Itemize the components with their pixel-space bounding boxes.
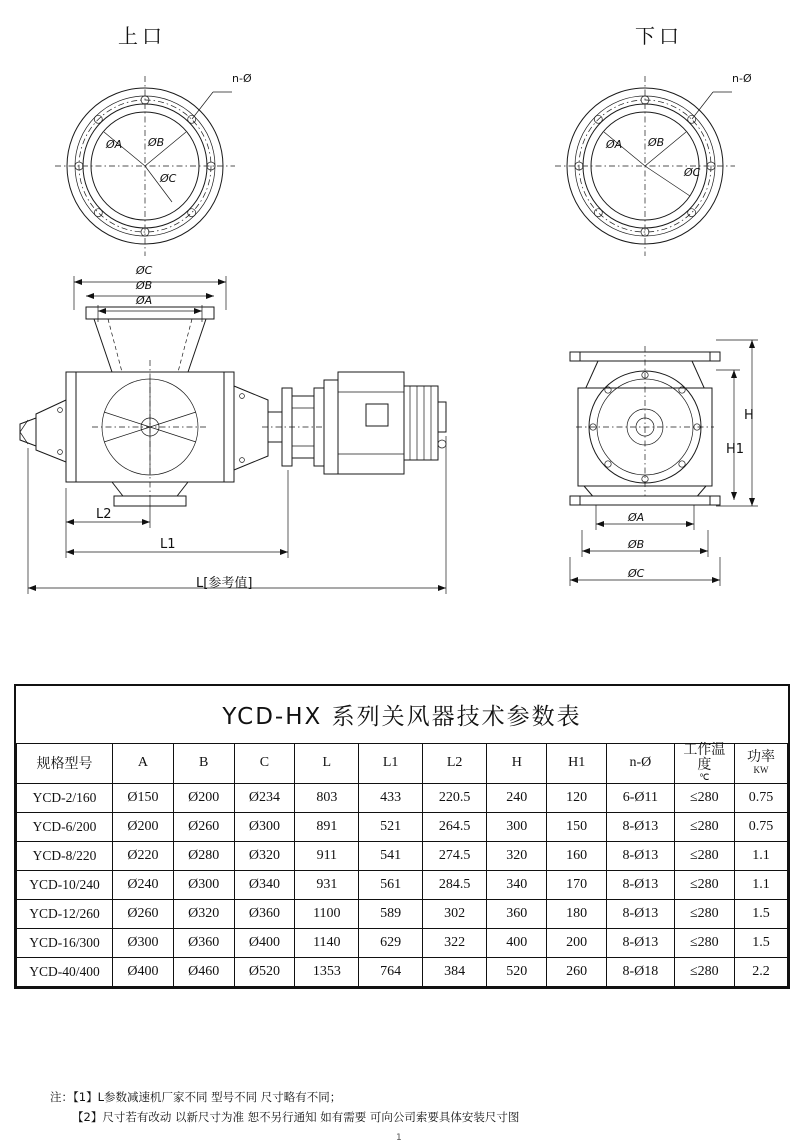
cell-model: YCD-2/160 — [17, 783, 113, 812]
cell-h: 520 — [487, 957, 547, 986]
bottom-flange-view — [555, 76, 735, 256]
front-elevation-view — [20, 276, 446, 594]
label-dia-c-side: ØC — [628, 567, 645, 580]
th-temperature-unit: ℃ — [699, 772, 710, 783]
label-h1: H1 — [726, 442, 745, 457]
label-l: L[参考值] — [196, 576, 253, 591]
cell-power: 0.75 — [735, 783, 788, 812]
cell-h1: 150 — [547, 812, 607, 841]
cell-temperature: ≤280 — [674, 812, 735, 841]
cell-l2: 220.5 — [422, 783, 486, 812]
cell-l1: 561 — [359, 870, 423, 899]
cell-model: YCD-12/260 — [17, 899, 113, 928]
th-l2: L2 — [422, 744, 486, 784]
cell-n-hole: 8-Ø13 — [607, 870, 674, 899]
cell-n-hole: 8-Ø13 — [607, 928, 674, 957]
table-row — [17, 899, 788, 928]
page-number: 1 — [396, 1133, 402, 1143]
cell-l1: 629 — [359, 928, 423, 957]
cell-l: 803 — [295, 783, 359, 812]
cell-n-hole: 8-Ø13 — [607, 841, 674, 870]
spec-table-container — [14, 684, 790, 989]
cell-power: 1.5 — [735, 899, 788, 928]
cell-h1: 160 — [547, 841, 607, 870]
spec-table — [16, 686, 788, 987]
cell-l1: 589 — [359, 899, 423, 928]
label-dia-b-front: ØB — [136, 279, 153, 292]
label-l1: L1 — [160, 537, 176, 552]
label-dia-b-side: ØB — [628, 538, 645, 551]
label-dia-c-front: ØC — [136, 264, 153, 277]
th-temperature — [674, 744, 735, 784]
cell-c: Ø520 — [234, 957, 295, 986]
cell-a: Ø400 — [113, 957, 174, 986]
cell-l: 1100 — [295, 899, 359, 928]
cell-power: 0.75 — [735, 812, 788, 841]
th-c: C — [234, 744, 295, 784]
cell-n-hole: 6-Ø11 — [607, 783, 674, 812]
cell-h: 400 — [487, 928, 547, 957]
cell-b: Ø200 — [173, 783, 234, 812]
label-dia-b-top: ØB — [148, 136, 165, 149]
th-b: B — [173, 744, 234, 784]
table-row — [17, 812, 788, 841]
label-dia-a-top: ØA — [106, 138, 123, 151]
cell-temperature: ≤280 — [674, 870, 735, 899]
cell-l1: 433 — [359, 783, 423, 812]
cell-c: Ø234 — [234, 783, 295, 812]
top-view-title: 上口 — [118, 24, 166, 48]
cell-a: Ø240 — [113, 870, 174, 899]
side-elevation-view — [570, 340, 758, 586]
cell-n-hole: 8-Ø18 — [607, 957, 674, 986]
cell-temperature: ≤280 — [674, 928, 735, 957]
cell-h1: 200 — [547, 928, 607, 957]
cell-l2: 284.5 — [422, 870, 486, 899]
cell-a: Ø220 — [113, 841, 174, 870]
note-line-1: 注：【1】L参数减速机厂家不同 型号不同 尺寸略有不同； — [50, 1090, 342, 1104]
cell-n-hole: 8-Ø13 — [607, 899, 674, 928]
label-n-hole-top: n-Ø — [232, 72, 252, 85]
cell-h1: 120 — [547, 783, 607, 812]
spec-table-body — [17, 783, 788, 986]
cell-l: 911 — [295, 841, 359, 870]
cell-h: 320 — [487, 841, 547, 870]
table-header-row — [17, 744, 788, 784]
cell-b: Ø300 — [173, 870, 234, 899]
th-n-hole: n-Ø — [607, 744, 674, 784]
spec-table-head — [17, 744, 788, 784]
cell-temperature: ≤280 — [674, 783, 735, 812]
bottom-view-title: 下口 — [635, 24, 683, 48]
cell-h: 240 — [487, 783, 547, 812]
label-dia-a-bottom: ØA — [606, 138, 623, 151]
cell-h: 300 — [487, 812, 547, 841]
cell-h1: 170 — [547, 870, 607, 899]
cell-h: 360 — [487, 899, 547, 928]
cell-model: YCD-40/400 — [17, 957, 113, 986]
cell-temperature: ≤280 — [674, 899, 735, 928]
cell-c: Ø300 — [234, 812, 295, 841]
cell-b: Ø460 — [173, 957, 234, 986]
note-line-2: 【2】尺寸若有改动 以新尺寸为准 恕不另行通知 如有需要 可向公司索要具体安装尺寸图 — [72, 1109, 520, 1124]
cell-l: 891 — [295, 812, 359, 841]
th-a: A — [113, 744, 174, 784]
cell-a: Ø260 — [113, 899, 174, 928]
th-model: 规格型号 — [17, 744, 113, 784]
cell-l1: 541 — [359, 841, 423, 870]
cell-n-hole: 8-Ø13 — [607, 812, 674, 841]
notes-block — [50, 1088, 519, 1127]
label-n-hole-bottom: n-Ø — [732, 72, 752, 85]
th-h: H — [487, 744, 547, 784]
cell-h1: 180 — [547, 899, 607, 928]
table-row — [17, 957, 788, 986]
cell-l: 1353 — [295, 957, 359, 986]
th-power-unit: KW — [753, 765, 769, 776]
cell-l: 931 — [295, 870, 359, 899]
table-row — [17, 870, 788, 899]
cell-temperature: ≤280 — [674, 957, 735, 986]
cell-c: Ø400 — [234, 928, 295, 957]
spec-table-title: YCD-HX 系列关风器技术参数表 — [222, 704, 582, 730]
label-dia-c-bottom: ØC — [684, 166, 701, 179]
th-power — [735, 744, 788, 784]
cell-power: 2.2 — [735, 957, 788, 986]
label-dia-c-top: ØC — [160, 172, 177, 185]
label-dia-a-front: ØA — [136, 294, 153, 307]
cell-l2: 264.5 — [422, 812, 486, 841]
th-power-label: 功率 — [747, 750, 776, 766]
label-h: H — [744, 408, 754, 423]
cell-h: 340 — [487, 870, 547, 899]
th-temperature-label: 工作温度 — [683, 743, 726, 773]
cell-l1: 764 — [359, 957, 423, 986]
cell-b: Ø360 — [173, 928, 234, 957]
cell-l: 1140 — [295, 928, 359, 957]
th-l: L — [295, 744, 359, 784]
cell-a: Ø200 — [113, 812, 174, 841]
table-row — [17, 928, 788, 957]
cell-b: Ø260 — [173, 812, 234, 841]
table-row — [17, 783, 788, 812]
cell-h1: 260 — [547, 957, 607, 986]
cell-l1: 521 — [359, 812, 423, 841]
cell-model: YCD-6/200 — [17, 812, 113, 841]
label-l2: L2 — [96, 507, 112, 522]
cell-power: 1.1 — [735, 870, 788, 899]
cell-l2: 384 — [422, 957, 486, 986]
table-row — [17, 841, 788, 870]
cell-l2: 274.5 — [422, 841, 486, 870]
cell-temperature: ≤280 — [674, 841, 735, 870]
cell-c: Ø320 — [234, 841, 295, 870]
cell-power: 1.1 — [735, 841, 788, 870]
cell-model: YCD-10/240 — [17, 870, 113, 899]
cell-model: YCD-8/220 — [17, 841, 113, 870]
cell-a: Ø150 — [113, 783, 174, 812]
cell-c: Ø340 — [234, 870, 295, 899]
th-l1: L1 — [359, 744, 423, 784]
cell-b: Ø280 — [173, 841, 234, 870]
cell-a: Ø300 — [113, 928, 174, 957]
top-flange-view — [55, 76, 235, 256]
cell-model: YCD-16/300 — [17, 928, 113, 957]
th-h1: H1 — [547, 744, 607, 784]
cell-l2: 302 — [422, 899, 486, 928]
cell-l2: 322 — [422, 928, 486, 957]
cell-power: 1.5 — [735, 928, 788, 957]
label-dia-b-bottom: ØB — [648, 136, 665, 149]
label-dia-a-side: ØA — [628, 511, 645, 524]
cell-b: Ø320 — [173, 899, 234, 928]
cell-c: Ø360 — [234, 899, 295, 928]
